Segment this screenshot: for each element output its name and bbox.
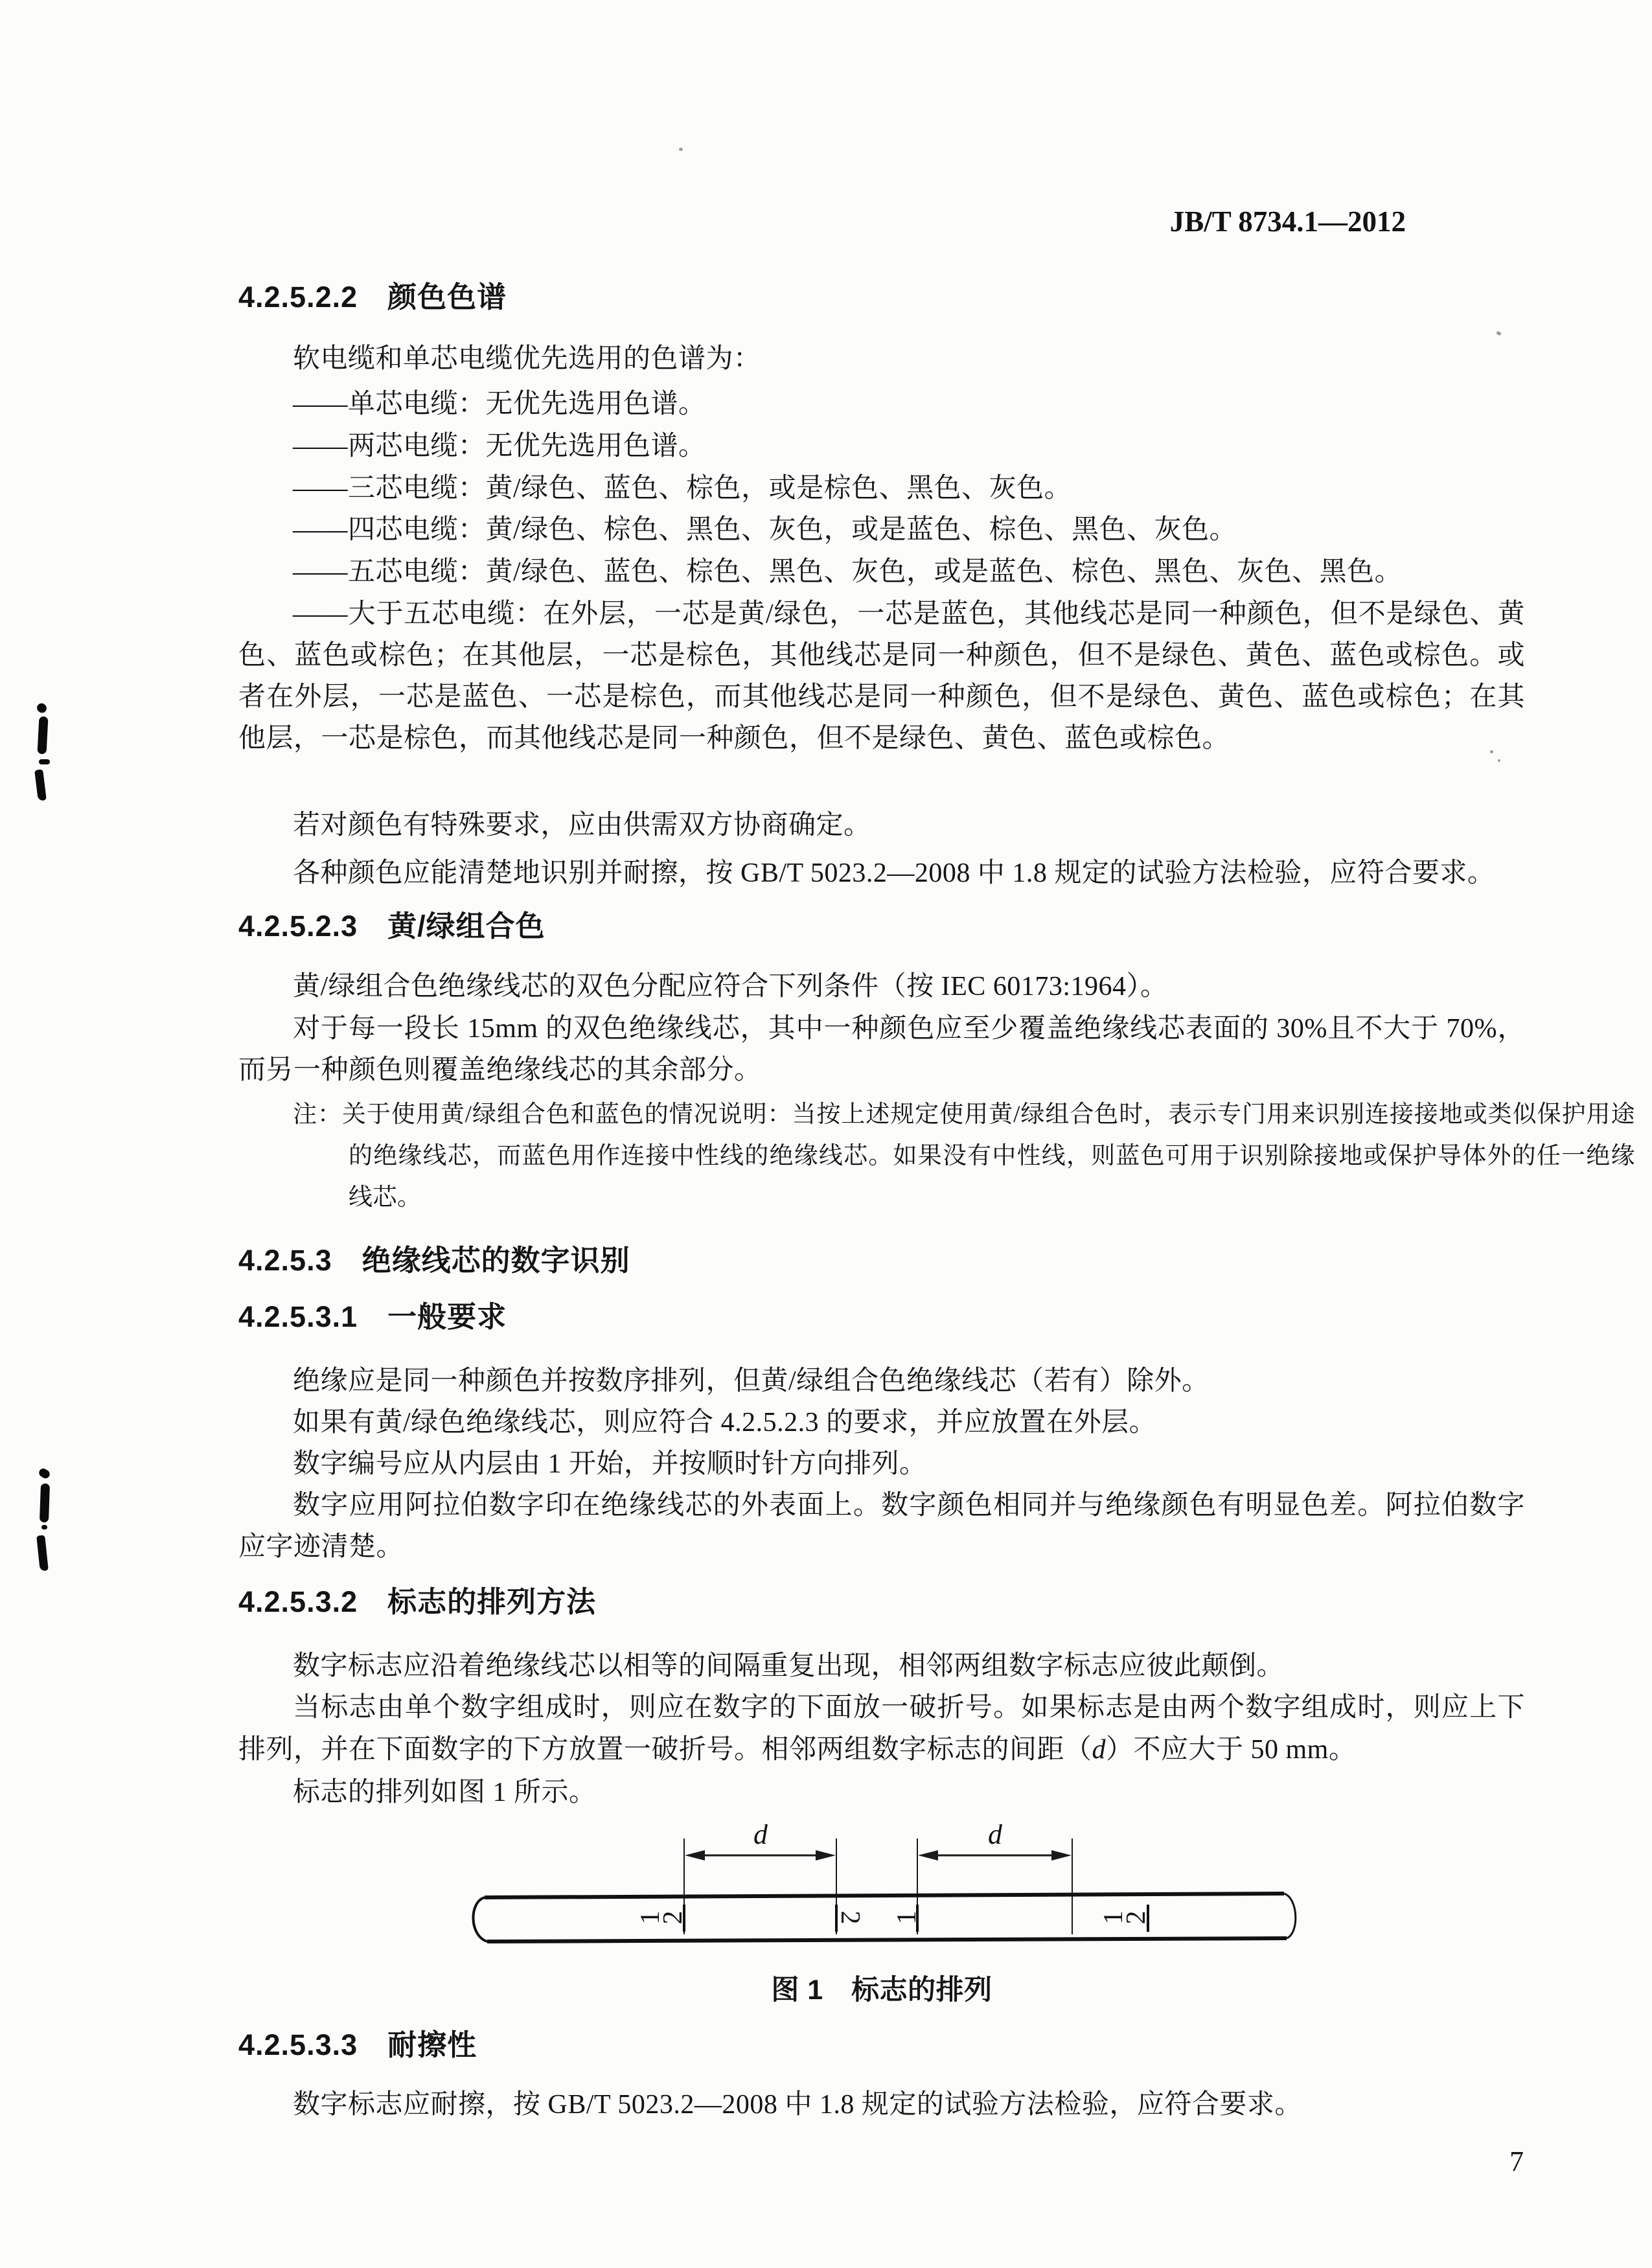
list-item-over-five-core: ——大于五芯电缆：在外层，一芯是黄/绿色，一芯是蓝色，其他线芯是同一种颜色，但不是绿色、黄色、蓝色或棕色；在其他层，一芯是棕色，其他线芯是同一种颜色，但不是绿色、黄色、蓝色或棕色。或者在外层，一芯是蓝色、一芯是棕色，而其他线芯是同一种颜色，但不是绿色、黄色、蓝色或棕色；在其他层，一芯是棕色，而其他线芯是同一种颜色，但不是绿色、黄色、蓝色或棕色。 <box>238 599 1525 753</box>
scan-speck <box>1496 331 1502 336</box>
paragraph-same-color-order: 绝缘应是同一种颜色并按数序排列，但黄/绿组合色绝缘线芯（若有）除外。 <box>293 1366 1210 1396</box>
dash-rule-text-pre: 当标志由单个数字组成时，则应在数字的下面放一破折号。如果标志是由两个数字组成时，则应上下排列，并在下面数字的下方放置一破折号。相邻两组数字标志的间距（ <box>238 1693 1525 1765</box>
paragraph-color-test: 各种颜色应能清楚地识别并耐擦，按 GB/T 5023.2—2008 中 1.8 规定的试验方法检验，应符合要求。 <box>293 858 1495 888</box>
arrowhead-right-1 <box>816 1850 836 1861</box>
heading-4-2-5-2-3: 4.2.5.2.3 黄/绿组合色 <box>238 910 545 943</box>
dimension-label-d-1: d <box>753 1824 768 1850</box>
arrowhead-left-2 <box>918 1850 938 1861</box>
note-green-yellow-blue: 注：关于使用黄/绿组合色和蓝色的情况说明：当按上述规定使用黄/绿组合色时，表示专门用来识别连接接地或类似保护用途的绝缘线芯，而蓝色用作连接中性线的绝缘线芯。如果没有中性线，则蓝色可用于识别除接地或保护导体外的任一绝缘线芯。 <box>293 1101 1635 1211</box>
dash-rule-text-post: ）不应大于 50 mm。 <box>1106 1735 1357 1765</box>
ink-mark <box>36 1535 49 1571</box>
dash-rule-d-symbol: d <box>1092 1735 1107 1765</box>
ink-mark <box>35 702 48 715</box>
standard-number-header: JB/T 8734.1—2012 <box>1169 205 1406 238</box>
ink-mark <box>39 759 50 764</box>
heading-4-2-5-3-3: 4.2.5.3.3 耐擦性 <box>238 2028 477 2061</box>
cable-marking-diagram <box>464 1824 1301 1978</box>
mark-digit: 2 <box>835 1910 865 1925</box>
heading-4-2-5-2-2: 4.2.5.2.2 颜色色谱 <box>238 281 507 314</box>
list-item-three-core: ——三芯电缆：黄/绿色、蓝色、棕色，或是棕色、黑色、灰色。 <box>293 474 1072 503</box>
cable-bottom-edge <box>487 1938 1287 1942</box>
ink-mark <box>38 1467 51 1480</box>
heading-4-2-5-3-1: 4.2.5.3.1 一般要求 <box>238 1300 507 1333</box>
mark-digit: 2 <box>658 1910 688 1925</box>
figure-1-mark-arrangement <box>464 1824 1301 1978</box>
ink-mark <box>37 716 48 755</box>
paragraph-green-yellow-rule: 黄/绿组合色绝缘线芯的双色分配应符合下列条件（按 IEC 60173:1964）。 <box>293 972 1168 1002</box>
paragraph-abrasion-test: 数字标志应耐擦，按 GB/T 5023.2—2008 中 1.8 规定的试验方法检验，应符合要求。 <box>293 2090 1302 2120</box>
list-item-four-core: ——四芯电缆：黄/绿色、棕色、黑色、灰色，或是蓝色、棕色、黑色、灰色。 <box>293 515 1237 545</box>
paragraph-green-yellow-outer: 如果有黄/绿色绝缘线芯，则应符合 4.2.5.2.3 的要求，并应放置在外层。 <box>293 1408 1157 1438</box>
heading-4-2-5-3: 4.2.5.3 绝缘线芯的数字识别 <box>238 1244 630 1277</box>
figure-1-caption: 图 1 标志的排列 <box>771 1975 992 2006</box>
ink-mark <box>41 1525 47 1529</box>
paragraph-special-color: 若对颜色有特殊要求，应由供需双方协商确定。 <box>293 810 871 840</box>
paragraph-numbering-clockwise: 数字编号应从内层由 1 开始，并按顺时针方向排列。 <box>293 1449 927 1479</box>
page-number: 7 <box>1509 2146 1524 2177</box>
cable-top-edge <box>485 1894 1284 1897</box>
paragraph-color-intro: 软电缆和单芯电缆优先选用的色谱为： <box>293 344 761 374</box>
heading-4-2-5-3-2: 4.2.5.3.2 标志的排列方法 <box>238 1585 597 1618</box>
dimension-label-d-2: d <box>988 1824 1002 1850</box>
mark-digit: 1 <box>1099 1910 1129 1925</box>
scan-speck <box>1498 759 1500 762</box>
cable-left-cap <box>473 1897 487 1942</box>
scan-speck <box>679 148 683 151</box>
mark-digit: 2 <box>1121 1910 1151 1925</box>
mark-digit: 1 <box>636 1910 665 1925</box>
arrowhead-right-2 <box>1051 1850 1072 1861</box>
paragraph-dash-rule <box>238 1687 1525 1771</box>
ink-mark <box>40 1483 50 1522</box>
mark-digit: 1 <box>892 1910 922 1925</box>
paragraph-figure-reference: 标志的排列如图 1 所示。 <box>293 1778 597 1807</box>
list-item-five-core: ——五芯电缆：黄/绿色、蓝色、棕色、黑色、灰色，或是蓝色、棕色、黑色、灰色、黑色。 <box>293 557 1403 587</box>
ink-mark <box>34 769 47 801</box>
paragraph-arabic-numerals: 数字应用阿拉伯数字印在绝缘线芯的外表面上。数字颜色相同并与绝缘颜色有明显色差。阿拉伯数字应字迹清楚。 <box>238 1491 1525 1562</box>
paragraph-mark-repetition: 数字标志应沿着绝缘线芯以相等的间隔重复出现，相邻两组数字标志应彼此颠倒。 <box>293 1651 1285 1681</box>
list-item-single-core: ——单芯电缆：无优先选用色谱。 <box>293 389 706 419</box>
paragraph-15mm-coverage: 对于每一段长 15mm 的双色绝缘线芯，其中一种颜色应至少覆盖绝缘线芯表面的 30%且不大于 70%，而另一种颜色则覆盖绝缘线芯的其余部分。 <box>238 1014 1525 1085</box>
scan-speck <box>1490 750 1493 753</box>
arrowhead-left-1 <box>685 1850 705 1861</box>
cable-right-cap <box>1284 1894 1296 1938</box>
list-item-two-core: ——两芯电缆：无优先选用色谱。 <box>293 431 706 461</box>
